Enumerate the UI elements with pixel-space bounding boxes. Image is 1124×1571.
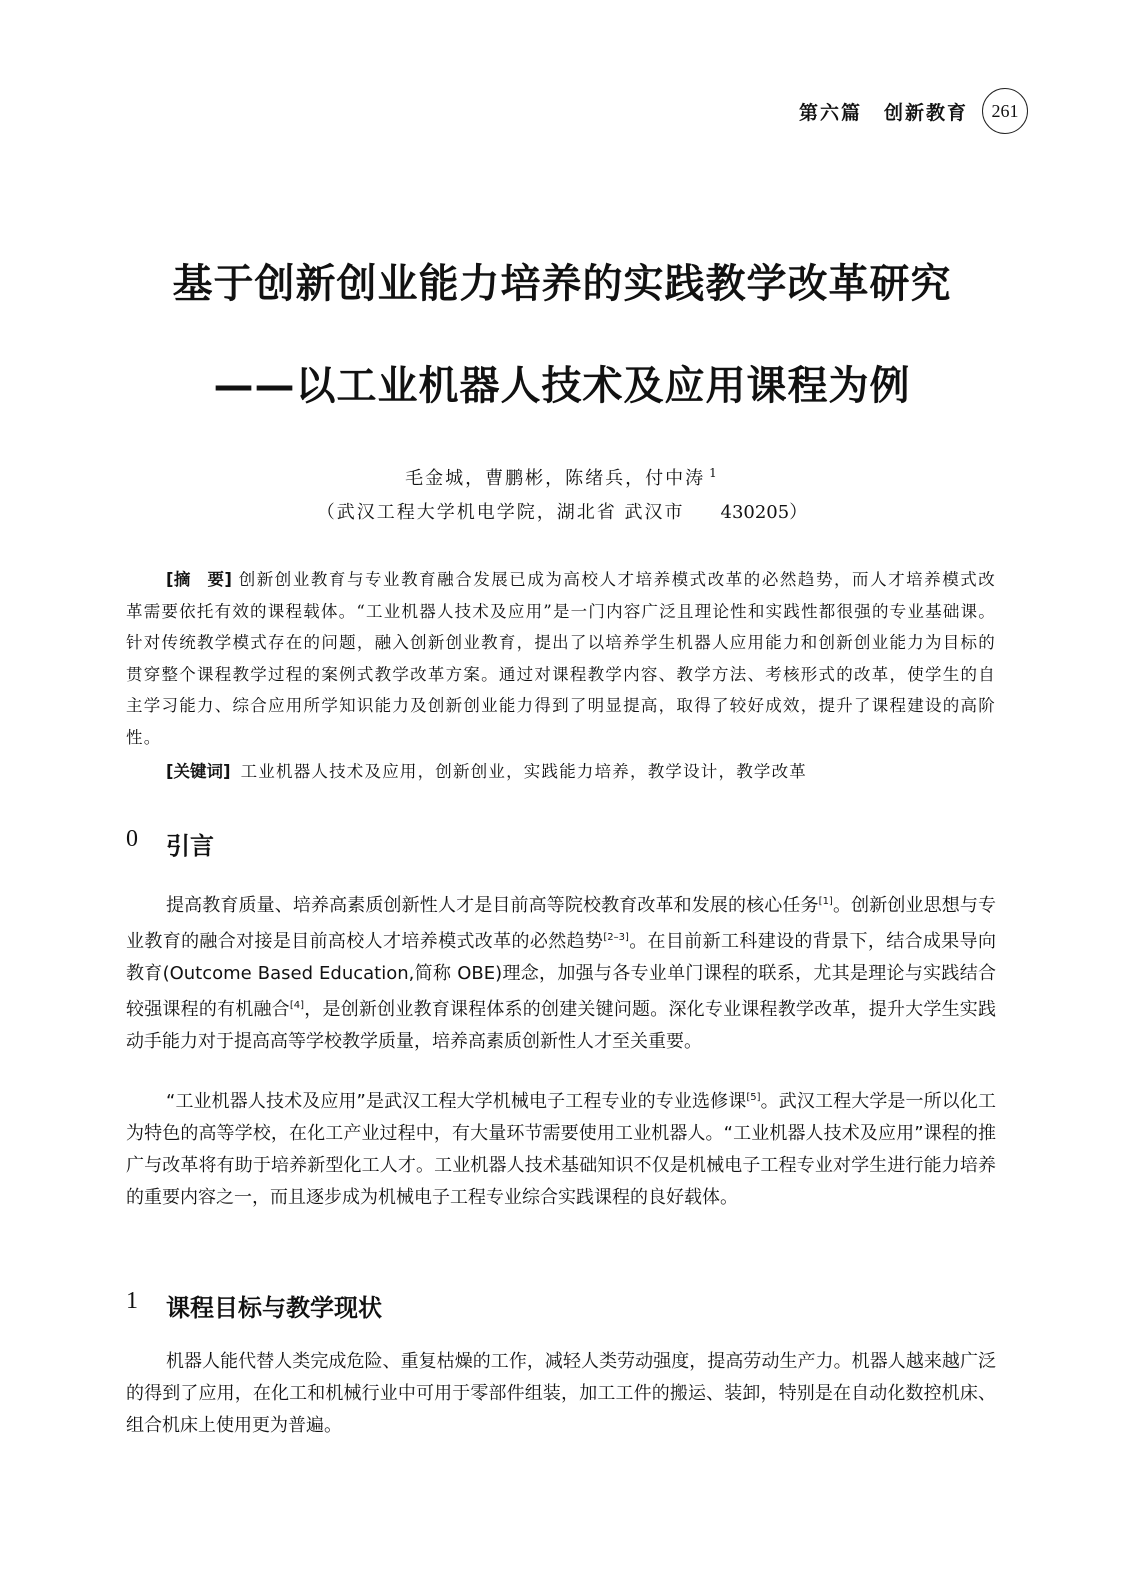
page-number: 261 — [982, 88, 1028, 134]
section-title: 课程目标与教学现状 — [166, 1293, 382, 1322]
paragraph-text: “工业机器人技术及应用”是武汉工程大学机械电子工程专业的专业选修课 — [166, 1091, 747, 1112]
paragraph-text: 。创新创业思想与专业教育的融合对接是目前高校人才培养模式改革的必然趋势 — [126, 895, 997, 952]
section-number: 1 — [126, 1288, 138, 1314]
abstract — [126, 564, 996, 753]
header-part: 第六篇 — [798, 101, 862, 124]
running-header — [799, 88, 1028, 134]
section-heading-introduction — [126, 826, 214, 861]
section-title: 引言 — [166, 831, 214, 860]
author-list — [0, 464, 1124, 490]
section-heading-course-goals — [126, 1288, 382, 1323]
citation: [4] — [289, 1000, 305, 1011]
keywords-label: [关键词] — [166, 762, 231, 781]
affiliation — [0, 498, 1124, 524]
body-paragraph — [126, 1082, 996, 1214]
body-paragraph — [126, 1346, 996, 1442]
header-section-title — [799, 98, 968, 125]
author-superscript: 1 — [709, 466, 719, 480]
section-number: 0 — [126, 826, 138, 852]
author-names: 毛金城，曹鹏彬，陈绪兵，付中涛 — [405, 468, 706, 489]
citation: [2–3] — [603, 932, 629, 943]
paragraph-text: 提高教育质量、培养高素质创新性人才是目前高等院校教育改革和发展的核心任务 — [166, 895, 819, 916]
keywords-text: 工业机器人技术及应用，创新创业，实践能力培养，教学设计，教学改革 — [240, 762, 807, 781]
paragraph-text: 机器人能代替人类完成危险、重复枯燥的工作，减轻人类劳动强度，提高劳动生产力。机器人越来越广泛的得到了应用，在化工和机械行业中可用于零部件组装，加工工件的搬运、装卸，特别是在自动化数控机床、组合机床上使用更为普遍。 — [126, 1351, 996, 1436]
body-paragraph — [126, 886, 996, 1058]
paragraph-text: ，是创新创业教育课程体系的创建关键问题。深化专业课程教学改革，提升大学生实践动手能力对于提高高等学校教学质量，培养高素质创新性人才至关重要。 — [126, 999, 997, 1052]
affiliation-text: （武汉工程大学机电学院，湖北省 武汉市 — [316, 502, 685, 523]
affiliation-postcode: 430205） — [720, 502, 808, 523]
abstract-label: [摘 要] — [166, 570, 232, 589]
abstract-text: 创新创业教育与专业教育融合发展已成为高校人才培养模式改革的必然趋势，而人才培养模式改革需要依托有效的课程载体。“工业机器人技术及应用”是一门内容广泛且理论性和实践性都很强的专业基础课。针对传统教学模式存在的问题，融入创新创业教育，提出了以培养学生机器人应用能力和创新创业能力为目标的贯穿整个课程教学过程的案例式教学改革方案。通过对课程教学内容、教学方法、考核形式的改革，使学生的自主学习能力、综合应用所学知识能力及创新创业能力得到了明显提高，取得了较好成效，提升了课程建设的高阶性。 — [126, 570, 996, 747]
citation: [5] — [746, 1092, 761, 1103]
paragraph-text: 。在目前新工科建设的背景下，结合成果导向教育(Outcome Based Education,简称 OBE)理念，加强与各专业单门课程的联系，尤其是理论与实践结合较强课程的有机融合 — [126, 931, 997, 1020]
paragraph-text: 。武汉工程大学是一所以化工为特色的高等学校，在化工产业过程中，有大量环节需要使用工业机器人。“工业机器人技术及应用”课程的推广与改革将有助于培养新型化工人才。工业机器人技术基础知识不仅是机械电子工程专业对学生进行能力培养的重要内容之一，而且逐步成为机械电子工程专业综合实践课程的良好载体。 — [126, 1091, 996, 1208]
paper-title: 基于创新创业能力培养的实践教学改革研究 — [172, 261, 952, 307]
keywords — [166, 758, 996, 782]
header-section-name: 创新教育 — [883, 101, 968, 124]
paper-subtitle: ——以工业机器人技术及应用课程为例 — [213, 363, 911, 409]
citation: [1] — [818, 896, 833, 907]
